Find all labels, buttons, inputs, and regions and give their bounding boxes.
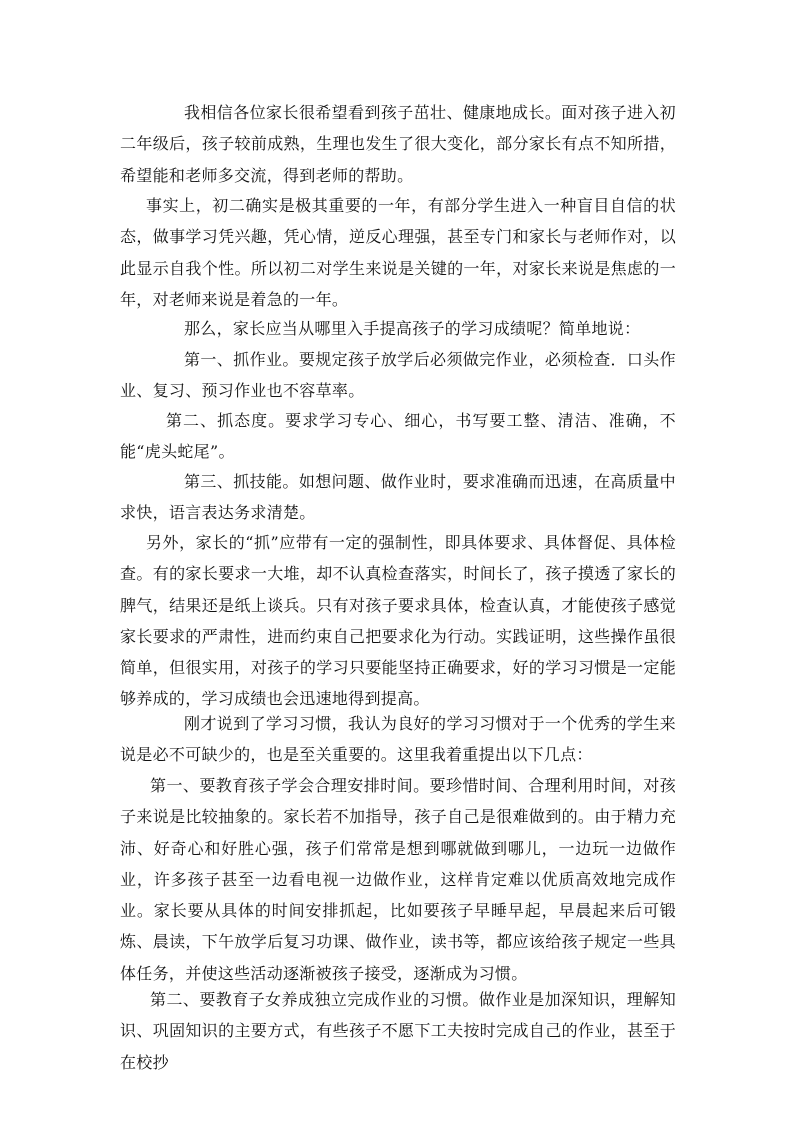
paragraph-1: 我相信各位家长很希望看到孩子茁壮、健康地成长。面对孩子进入初二年级后，孩子较前成熟，生理也发生了很大变化，部分家长有点不知所措，希望能和老师多交流，得到老师的帮助。 bbox=[120, 103, 676, 185]
paragraph-10: 第二、要教育子女养成独立完成作业的习惯。做作业是加深知识，理解知识、巩固知识的主要方式，有些孩子不愿下工夫按时完成自己的作业，甚至于在校抄 bbox=[120, 990, 676, 1072]
paragraph-7: 另外，家长的“抓”应带有一定的强制性，即具体要求、具体督促、具体检查。有的家长要求一大堆，却不认真检查落实，时间长了，孩子摸透了家长的脾气，结果还是纸上谈兵。只有对孩子要求具体，检查认真，才能使孩子感觉家长要求的严肃性，进而约束自己把要求化为行动。实践证明，这些操作虽很简单，但很实用，对孩子的学习只要能坚持正确要求，好的学习习惯是一定能够养成的，学习成绩也会迅速地得到提高。 bbox=[120, 533, 676, 709]
paragraph-9: 第一、要教育孩子学会合理安排时间。要珍惜时间、合理利用时间，对孩子来说是比较抽象的。家长若不加指导，孩子自己是很难做到的。由于精力充沛、好奇心和好胜心强，孩子们常常是想到哪就做到哪儿，一边玩一边做作业，许多孩子甚至一边看电视一边做作业，这样肯定难以优质高效地完成作业。家长要从具体的时间安排抓起，比如要孩子早睡早起，早晨起来后可锻炼、晨读，下午放学后复习功课、做作业，读书等，都应该给孩子规定一些具体任务，并使这些活动逐渐被孩子接受，逐渐成为习惯。 bbox=[120, 776, 676, 983]
paragraph-8: 刚才说到了学习习惯，我认为良好的学习习惯对于一个优秀的学生来说是必不可缺少的，也是至关重要的。这里我着重提出以下几点： bbox=[120, 714, 676, 765]
paragraph-4: 第一、抓作业。要规定孩子放学后必须做完作业，必须检查．口头作业、复习、预习作业也不容草率。 bbox=[120, 350, 676, 401]
paragraph-6: 第三、抓技能。如想问题、做作业时，要求准确而迅速，在高质量中求快，语言表达务求清楚。 bbox=[120, 472, 676, 523]
paragraph-2: 事实上，初二确实是极其重要的一年，有部分学生进入一种盲目自信的状态，做事学习凭兴趣，凭心情，逆反心理强，甚至专门和家长与老师作对，以此显示自我个性。所以初二对学生来说是关键的一年，对家长来说是焦虑的一年，对老师来说是着急的一年。 bbox=[120, 196, 676, 309]
paragraph-5: 第二、抓态度。要求学习专心、细心，书写要工整、清洁、准确，不能“虎头蛇尾”。 bbox=[120, 411, 676, 462]
paragraph-3: 那么，家长应当从哪里入手提高孩子的学习成绩呢？简单地说： bbox=[184, 319, 641, 338]
